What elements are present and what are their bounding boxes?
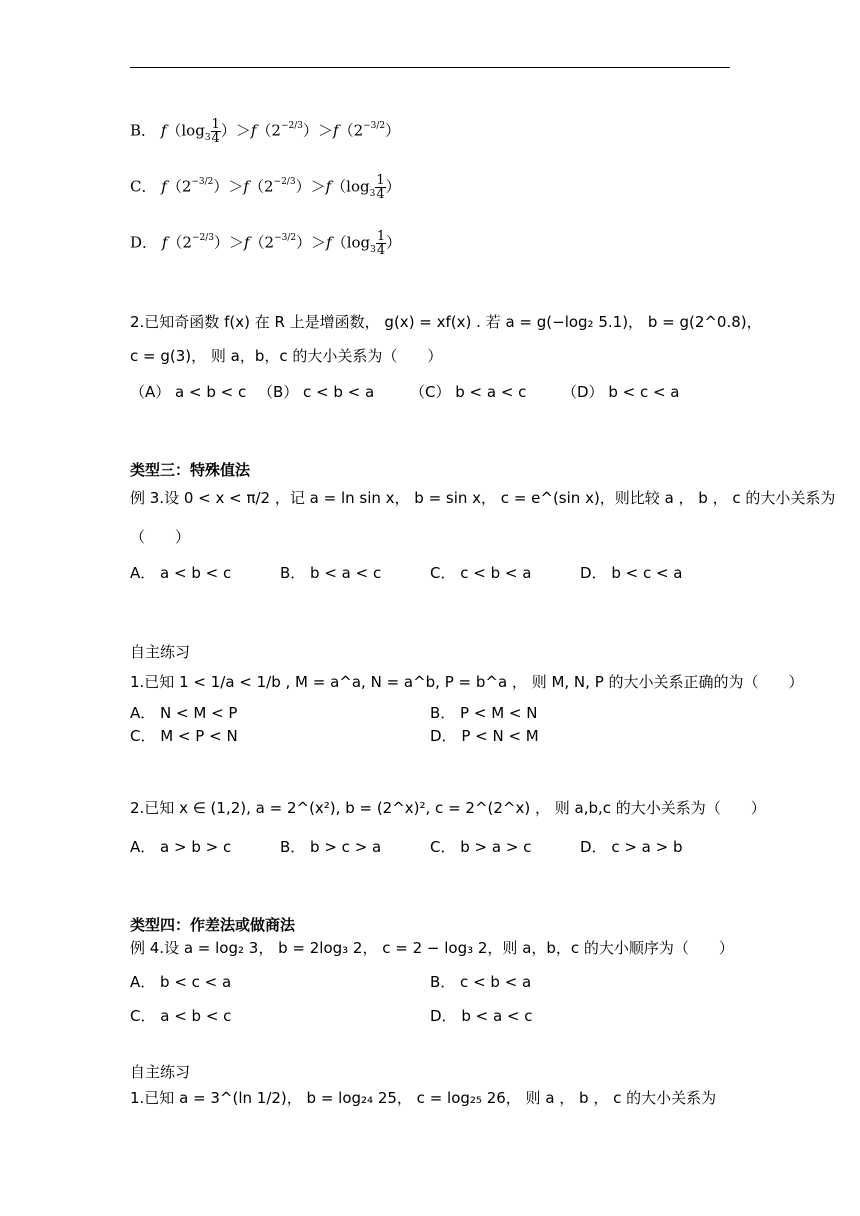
type4-option-c: C． a < b < c [130,1007,232,1025]
type4-heading: 类型四：作差法或做商法 [130,916,296,934]
type4-example: 例 4.设 a = log₂ 3， b = 2log₃ 2， c = 2 − log₃ 2，则 a，b，c 的大小顺序为（ ） [130,939,734,957]
type3-paren: （ ） [130,528,191,546]
type3-option-c: C． c < b < a [430,564,532,582]
practice1-q2-option-c: C． b > a > c [430,838,532,856]
practice1-q2: 2.已知 x ∈ (1,2), a = 2^(x²), b = (2^x)², c = 2^(2^x) ， 则 a,b,c 的大小关系为（ ） [130,799,766,817]
header-rule [130,67,730,68]
type3-example: 例 3.设 0 < x < π/2 ，记 a = ln sin x， b = sin x， c = e^(sin x)，则比较 a ， b ， c 的大小关系为 [130,489,836,507]
q2-line2: c = g(3)， 则 a，b，c 的大小关系为（ ） [130,347,443,365]
q2-option-c: （C） b < a < c [410,383,527,401]
option-d-prev: D． $f(2^{-2/3})>f(2^{-3/2})>f(\log_3$ $\frac{1}{4}$ ） [130,229,402,258]
q2-option-b: （B） c < b < a [258,383,375,401]
q2-option-a: （A） a < b < c [130,383,247,401]
type3-option-a: A． a < b < c [130,564,232,582]
option-label: B． [130,121,157,140]
type3-heading: 类型三：特殊值法 [130,461,251,479]
practice1-q2-option-b: B． b > c > a [280,838,382,856]
practice1-q2-option-d: D． c > a > b [580,838,683,856]
practice2-q1: 1.已知 a = 3^(ln 1/2)， b = log₂₄ 25， c = log₂₅ 26， 则 a ， b ， c 的大小关系为 [130,1089,717,1107]
practice1-q1-option-a: A． N < M < P [130,704,238,722]
practice1-q1-option-c: C． M < P < N [130,727,238,745]
type4-option-d: D． b < a < c [430,1007,533,1025]
practice1-q1-option-d: D． P < N < M [430,727,539,745]
q2-option-d: （D） b < c < a [562,383,680,401]
practice1-q1: 1.已知 1 < 1/a < 1/b , M = a^a, N = a^b, P = b^a ， 则 M, N, P 的大小关系正确的为（ ） [130,673,804,691]
type3-option-d: D． b < c < a [580,564,683,582]
type4-option-b: B． c < b < a [430,973,532,991]
type3-option-b: B． b < a < c [280,564,382,582]
practice2-heading: 自主练习 [130,1063,191,1081]
option-label: C． [130,177,157,196]
practice1-heading: 自主练习 [130,643,191,661]
practice1-q1-option-b: B． P < M < N [430,704,538,722]
practice1-q2-option-a: A． a > b > c [130,838,232,856]
option-b-prev: B． $f(\log_3$ $\frac{1}{4}$ ）$>f(2^{-2/3})>f(2^{-3/2})$ [130,117,401,146]
option-label: D． [130,233,158,252]
q2-line1: 2.已知奇函数 f(x) 在 R 上是增函数， g(x) = xf(x) . 若 a = g(−log₂ 5.1)， b = g(2^0.8)， [130,313,762,331]
option-c-prev: C． $f(2^{-3/2})>f(2^{-2/3})>f(\log_3$ $\frac{1}{4}$ ） [130,173,401,202]
type4-option-a: A． b < c < a [130,973,232,991]
